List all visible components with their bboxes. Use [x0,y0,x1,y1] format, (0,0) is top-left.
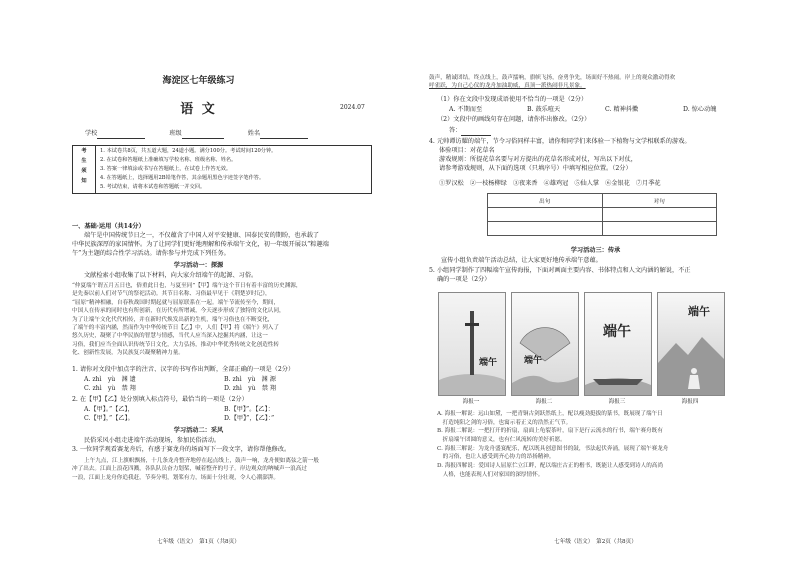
question-6: 5. 小组同学制作了四幅端午宣传海报，下面对画面主要内容、书体特点和人文内涵的解说，不正 确的一项是（2分） [429,267,691,283]
option-b[interactable]: B. 海报二解说：一把打开的折扇，扇面上龟裂茶叶，扇下是行云流水的行书，端午赛舟既有 [437,428,663,435]
folding-fan-icon [512,293,578,395]
question-4-part-2: （2）文段中的画线句存在问题，请你作出修改。（2分） [437,116,591,123]
poster-3-image [584,292,652,396]
table-cell[interactable] [602,208,717,222]
question-2-options [84,406,374,424]
table-cell[interactable] [488,222,603,236]
school-label: 学校 [85,130,98,137]
poster-4-calligraphy: 端午 [688,305,710,318]
poster-1-calligraphy: 端午 [479,358,498,368]
option-b[interactable]: B.【甲】”。【乙】： [224,406,274,413]
page-footer: 七年级（语文） 第1页（共8页） [157,539,240,545]
option-a[interactable]: A. 海报一解说：远山如黛，一把青铜古剑跃然纸上，配以瘦劲挺拔的篆书，既展现了端午日 [437,411,663,417]
name-label: 姓名 [247,130,261,137]
page-footer: 七年级（语文） 第2页（共8页） [554,539,637,545]
poster-4-label: 海报四 [681,399,699,405]
poster-3-label: 海报三 [608,399,626,405]
question-2: 2. 在【甲】【乙】处分别填入标点符号，最恰当的一项是（2分） [72,396,248,403]
section-1-heading: 一、基础·运用（共14分） [72,223,145,230]
option-b[interactable]: B. 鼓乐喧天 [527,106,561,113]
poster-3-calligraphy: 端午 [603,324,631,340]
table-cell[interactable] [602,222,717,236]
activity-3-intro: 宣传小组负责端午活动总结，让大家更好地传承端午意蕴。 [441,257,602,264]
activity-1-intro: 文献检索小组收集了以下材料，向大家介绍端午的起源、习俗。 [84,272,258,279]
class-label: 班级 [169,130,182,137]
note-item: 3. 答案一律填涂或书写在答题纸上，在试卷上作答无效。 [100,166,232,173]
header-duiju: 对句 [602,194,717,208]
exam-notes-table [72,145,372,194]
question-1: 1. 请你对文段中加点字的注音、汉字的书写作出判断，全部正确的一项是（2分） [72,366,295,373]
option-a[interactable]: A. zhì yù 渊 遗 [84,376,136,383]
option-d[interactable]: D. 海报四解说：爱国诗人屈原伫立江畔，配以端庄古正的楷书，既能让人感受到诗人的高尚 [437,462,663,469]
header-chuju: 出句 [488,194,603,208]
sword-icon [439,293,505,395]
poster-4-image [657,292,725,396]
intro-paragraph: 端午是中国传统节日之一，不仅蕴含了中国人对平安健康、国泰民安的期盼，也承载了 中华民族深厚的家国情怀。为了让同学们更好地理解和传承端午文化，初一年级开展以“粽趣端 午”为主题的综合性学习活动。请你参与并完成下列任务。 [72,232,329,257]
note-item: 4. 在答题纸上，选择题用2B铅笔作答，其余题用黑色字迹签字笔作答。 [100,175,265,182]
note-item: 5. 考试结束，请将本试卷和答题纸一并交回。 [100,184,206,191]
class-field[interactable] [182,131,224,139]
question-1-options [84,376,374,394]
poster-1-image [438,292,506,396]
option-c[interactable]: C. zhì yù 禁 翔 [84,384,136,392]
note-item: 1. 本试卷共8页，共五道大题，24道小题。满分100分。考试时间120分钟。 [100,148,277,154]
note-item: 2. 在试卷和答题纸上准确填写学校名称、班级名称、姓名。 [100,157,237,164]
passage-continued: 鼓声，精诚团结。终点线上，鼓声擂响，旗帜飞扬，奋勇争先，场面好不热闹。岸上的观众激动得欢 呼雀跃，为自己心仪的龙舟加油助威，真顶一派热闹非凡景象。 [429,75,676,90]
option-d[interactable]: D.【甲】”，【乙】：” [224,414,275,422]
notes-content [96,146,372,194]
question-6-options: A. 海报一解说：远山如黛，一把青铜古剑跃然纸上，配以瘦劲挺拔的篆书，既展现了端午日 打造纯阳之剑的习俗，也寓示着正义的浩然正气节。 B. 海报二解说：一把打开的折扇，扇面上龟裂茶叶，扇下是行云流水的行书，端午赛舟既有 折扇端午团圆的意义，也有仁风流转的美好祈愿。 C. 海报三解说：为龙舟盛宴配乐，配以既具创意图书的鼓，书法起伏奔涌，展现了端午赛龙舟 的习俗，也让人感受到齐心协力的昂扬精神。 D. 海报四解说：爱国诗人屈原伫立江畔，配以端庄古正的楷书，既能让人感受到诗人的高尚 人格，也能表现人们对家国的深厚情怀。 [437,410,777,479]
subject-title: 语 文 [180,102,217,117]
option-b[interactable]: B. zhì yù 渊 源 [224,376,276,383]
student-info-fields [85,130,355,139]
option-c[interactable]: C. 海报三解说：为龙舟盛宴配乐，配以既具创意图书的鼓，书法起伏奔涌，展现了端午赛龙舟 [437,445,669,452]
question-5: 4. 元帅谭访耀的端午，节令习俗同样丰富，请你和同学们来体验一下植物与文学相联系的游戏。 体验项目：对花草名 游戏规则：所提花草名要与对方提出的花草名形成对仗，写出以下对仗， 请参考游戏规则，从下面的选项（只填序号）中填写相应位置。（2分） [429,138,691,172]
notes-label: 考 生 须 知 [73,146,96,194]
activity-2-intro: 民俗采风小组走进端午活动现场，参加民俗活动。 3. 一位同学观看赛龙舟后，有感于赛龙舟的场面写下一段文字，请你帮他修改。 [72,437,291,453]
couplet-table [487,193,717,236]
answer-field[interactable] [461,128,491,136]
activity-1-heading: 学习活动一：探源 [173,262,224,269]
option-a[interactable]: A. 不期而至 [449,106,483,113]
option-c[interactable]: C. 精神抖擞 [605,106,639,113]
poster-2-label: 海报二 [535,399,553,405]
answer-line: 答： [449,127,491,136]
activity-3-heading: 学习活动三：传承 [570,247,621,254]
name-field[interactable] [260,131,308,139]
question-3-passage: 上午九点，江上旗帜飘扬，十几条龙舟整齐地停在起点线上，鼓声一响，龙舟便如离弦之箭一般 冲了出去。江面上浪花四溅，各队队员奋力划桨，喊着整齐的号子。岸边观众的呐喊声一浪高过 一浪，江面上龙舟你追我赶，节奏分明，划桨有力，场面十分壮观，令人心潮澎湃。 [72,458,319,481]
question-4-options [449,106,769,115]
option-c[interactable]: C.【甲】，”【乙】。 [84,414,134,422]
poster-2-calligraphy: 端午 [524,356,543,366]
activity-2-heading: 学习活动二：采风 [173,427,224,434]
poster-1-label: 海报一 [462,399,480,405]
exam-date: 2024.07 [340,104,365,111]
table-cell[interactable] [488,208,603,222]
plant-options: ①罗汉松 ②一枝杨柳绿 ③夜来香 ④雄鸡冠 ⑤仙人掌 ⑥金银花 ⑦月季花 [439,180,661,187]
school-field[interactable] [97,131,145,139]
dragon-boat-icon [585,293,651,395]
option-d[interactable]: D. zhì yù 禁 翔 [224,384,277,392]
exam-title: 海淀区七年级练习 [162,76,235,86]
passage-text: “仲夏端午谓五月五日也，俗重此日也，与夏至同”【甲】端午这个节日有着丰富的历史渊源， 是先秦以前人们对节气的祭祀活动。其节日名称、习俗最早见于《荆楚岁时记》， “屈原”精神相融，自春秋战国时期起就与屈原联系在一起。端午节流传至今，期间， 中国人在传承的同时也有所创新，在历代有所增减，今天逐步形成了独特的文化认同， 为了让端午文化代代相传，并在新时代焕发出新的生机，端午习俗也在不断变化， 了端午的丰富内涵，然而作为中华传统节日【乙】中，人们【甲】将《端午》列入了 悠久历史，凝聚了中华民族的智慧与情感，当代人应当深入挖掘其内涵，让这一 习俗，我们应当全面认识传统节日文化，大力弘扬，推动中华优秀传统文化创造性转 化、创新性发展，为民族复兴凝聚精神力量。 [72,283,302,357]
option-d[interactable]: D. 惊心动魄 [683,106,717,113]
option-a[interactable]: A.【甲】。”【乙】， [84,406,134,413]
question-4-part-1: （1）你在文段中发现成语使用不恰当的一项是（2分） [437,96,588,103]
right-page [397,0,794,561]
poster-2-image [511,292,579,396]
